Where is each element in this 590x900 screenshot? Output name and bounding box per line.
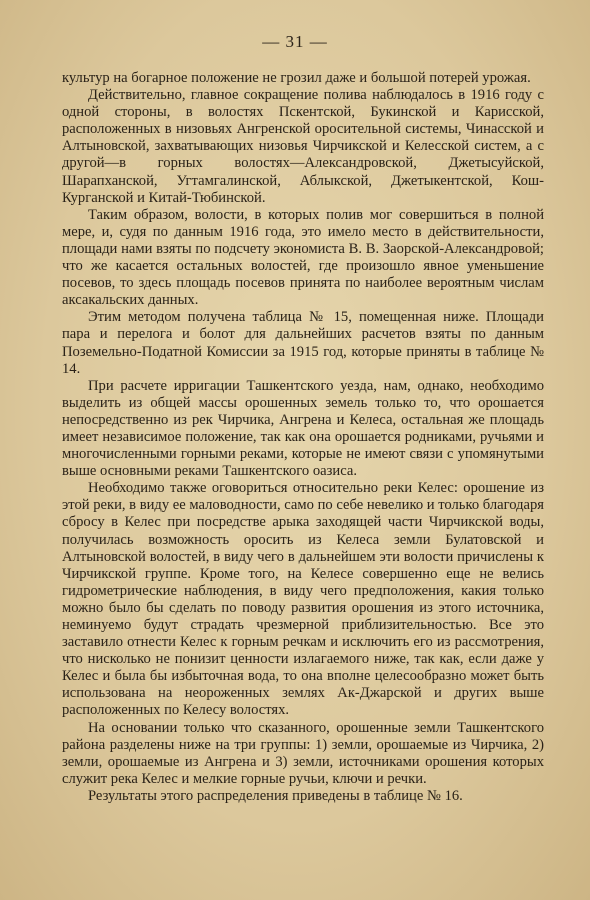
paragraph: Таким образом, волости, в которых полив мог совершиться в полной мере, и, судя по данным 1916 года, это имело место в действительности, площади нами взяты по подсчету экономиста В. В. Заорской-Александровой; что же касается остальных волостей, где произошло явное уменьшение посевов, то здесь площадь посевов принята по наиболее вероятным числам аксакальских данных. [62,206,544,309]
paragraph: культур на богарное положение не грозил даже и большой потерей урожая. [62,70,531,86]
page-number: — 31 — [262,32,328,51]
paragraph: Действительно, главное сокращение полива наблюдалось в 1916 году с одной стороны, в волостях Пскентской, Букинской и Карисской, расположенных в низовьях Ангренской оросительной системы, Чинасской и Алтыновской, захватывающих низовья Чирчикской и Келесской систем, а с другой—в горных волостях—Александровской, Джетысуйской, Шарапханской, Угтамгалинской, Аблыкской, Джетыкентской, Кош-Курганской и Китай-Тюбинской. [62,87,544,206]
paragraph: Этим методом получена таблица № 15, помещенная ниже. Площади пара и перелога и болот для дальнейших расчетов взяты по данным Поземельно-Податной Комиссии за 1915 год, которые приняты в таблице № 14. [62,309,544,377]
paragraph: При расчете ирригации Ташкентского уезда, нам, однако, необходимо выделить из общей массы орошенных земель только то, что орошается непосредственно из рек Чирчика, Ангрена и Келеса, остальная же площадь имеет независимое положение, так как она орошается родниками, ручьями и многочисленными горными реками, которые не имеют связи с упомянутыми выше основными реками Ташкентского оазиса. [62,377,544,480]
paragraph: Необходимо также оговориться относительно реки Келес: орошение из этой реки, в виду ее маловодности, само по себе невелико и только благодаря сбросу в Келес при посредстве арыка заходящей части Чирчикской воды, получилась возможность оросить из Келеса земли Булатовской и Алтыновской волостей, в виду чего в дальнейшем эти волости причислены к Чирчикской группе. Кроме того, на Келесе совершенно еще не велись гидрометрические наблюдения, в виду чего предположения, какия только можно было бы сделать по поводу развития орошения из этого источника, неминуемо будут страдать чрезмерной приблизительностью. Все это заставило отнести Келес к горным речкам и исключить его из рассмотрения, что нисколько не понизит ценности излагаемого ниже, так как, если даже у Келес и была бы избыточная вода, то она вполне целесообразно может быть использована на неороженных землях Ак-Джарской и других выше расположенных по Келесу волостях. [62,480,544,719]
paragraph: Результаты этого распределения приведены в таблице № 16. [88,787,463,804]
paragraph: На основании только что сказанного, орошенные земли Ташкентского района разделены ниже на три группы: 1) земли, орошаемые из Чирчика, 2) земли, орошаемые из Ангрена и 3) земли, источниками орошения которых служит река Келес и мелкие горные ручьи, ключи и речки. [62,719,544,787]
body-text [62,70,544,805]
